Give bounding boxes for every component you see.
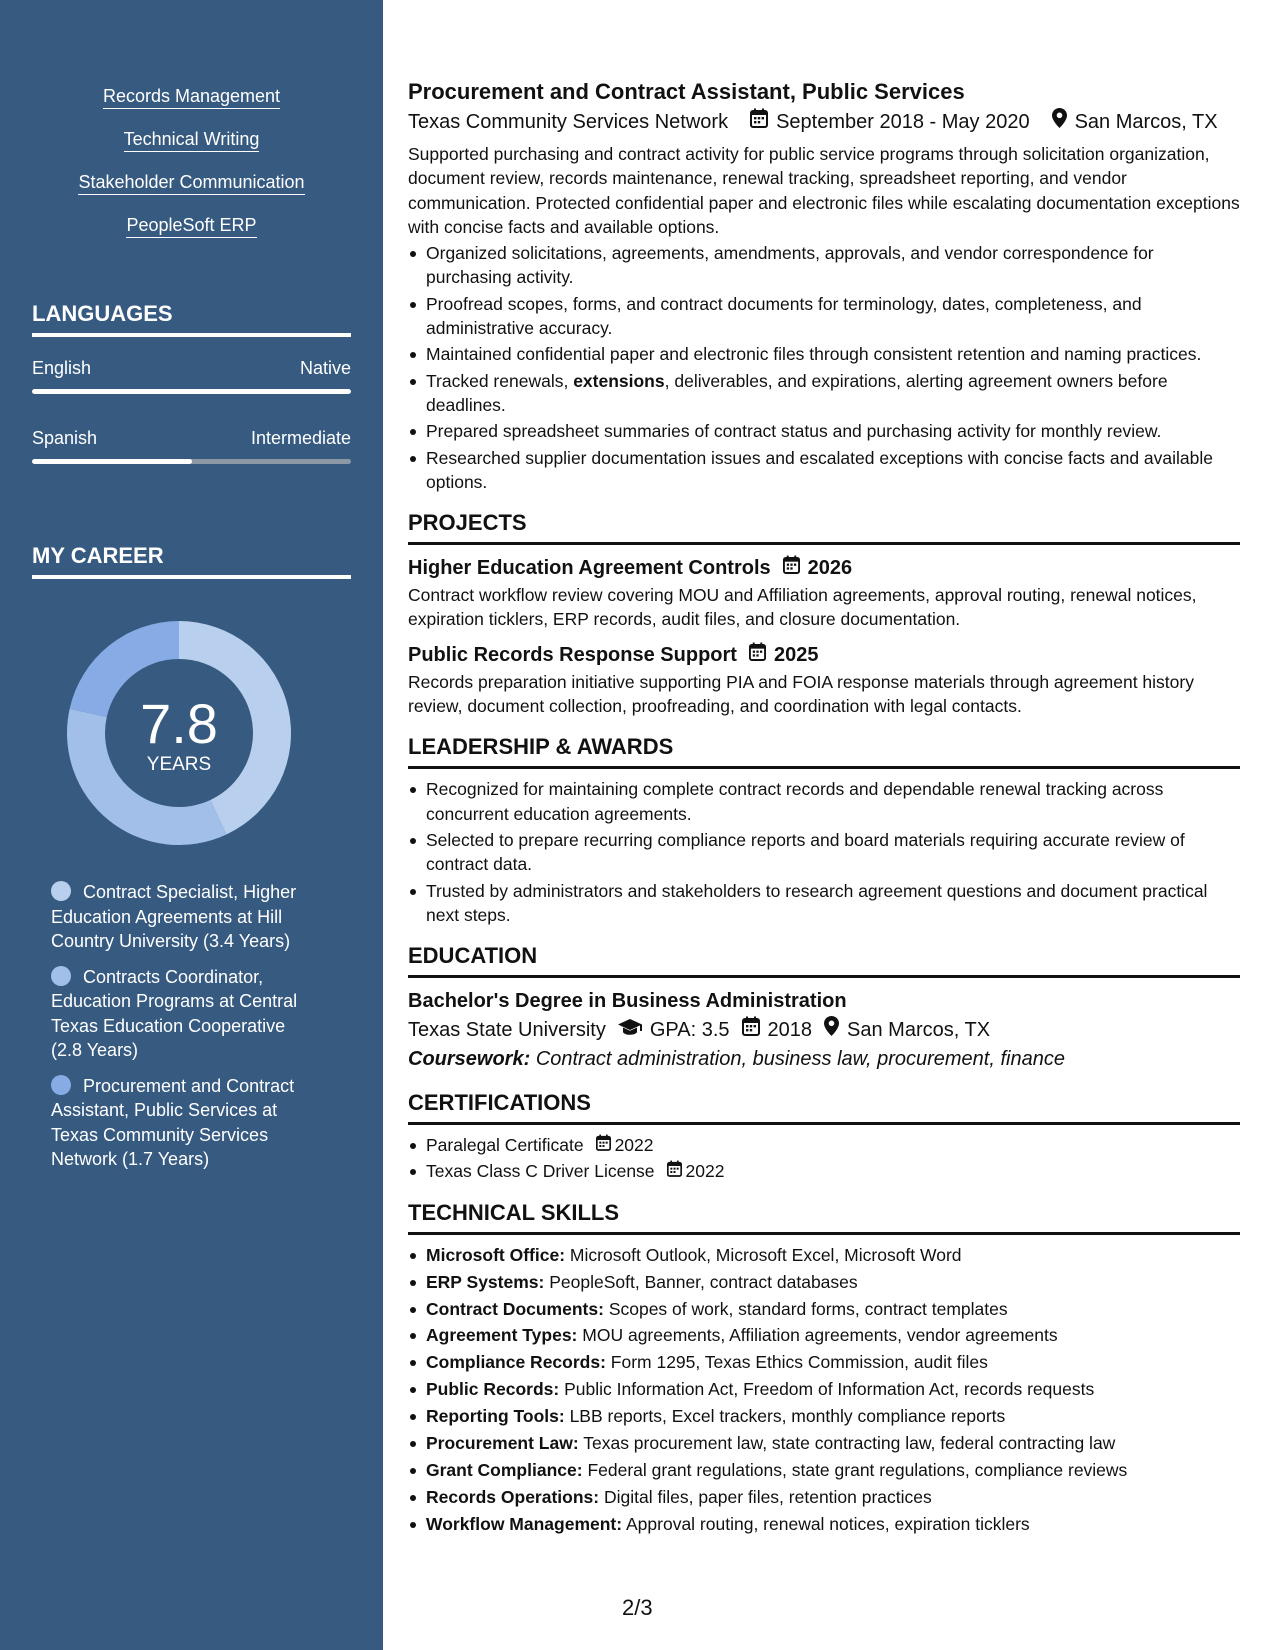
language-name: English [32, 358, 92, 378]
career-item-text: Contract Specialist, Higher Education Agreements at Hill Country University (3.4 Years) [51, 882, 297, 951]
job-dates: September 2018 - May 2020 [776, 111, 1030, 133]
skill-item: Compliance Records: Form 1295, Texas Ethics Commission, audit files [408, 1350, 1240, 1374]
calendar-icon [750, 108, 768, 136]
leadership-bullet: Selected to prepare recurring compliance reports and board materials requiring accurate review of contract data. [408, 828, 1240, 877]
project-title: Public Records Response Support 2025 [408, 640, 1240, 670]
language-name: Spanish [32, 428, 98, 448]
job-bullet: Prepared spreadsheet summaries of contract status and purchasing activity for monthly review. [408, 419, 1240, 443]
leadership-heading: LEADERSHIP & AWARDS [408, 732, 1240, 769]
school-location: San Marcos, TX [847, 1019, 991, 1042]
location-pin-icon [824, 1016, 839, 1044]
education-heading: EDUCATION [408, 941, 1240, 978]
location-pin-icon [1052, 108, 1067, 136]
skill-link[interactable]: Technical Writing [124, 129, 260, 152]
career-item [51, 880, 321, 954]
legend-dot [51, 881, 71, 901]
calendar-icon [596, 1133, 611, 1157]
language-bar [32, 459, 351, 464]
project-title: Higher Education Agreement Controls 2026 [408, 553, 1240, 583]
leadership-bullet: Trusted by administrators and stakeholders to research agreement questions and document practical next steps. [408, 879, 1240, 928]
graduation-year: 2018 [767, 1019, 813, 1042]
job-bullet: Researched supplier documentation issues and escalated exceptions with concise facts and available options. [408, 446, 1240, 495]
skill-item: Reporting Tools: LBB reports, Excel trackers, monthly compliance reports [408, 1404, 1240, 1428]
skill-item: Workflow Management: Approval routing, renewal notices, expiration ticklers [408, 1512, 1240, 1536]
coursework-label: Coursework: [408, 1048, 531, 1071]
language-bar [32, 389, 351, 394]
job-summary: Supported purchasing and contract activity for public service programs through solicitation organization, document review, records maintenance, renewal tracking, spreadsheet reporting, and vendor communication. Protected confidential paper and electronic files while escalating documentation exceptions with concise facts and available options. [408, 144, 1240, 237]
certifications-heading: CERTIFICATIONS [408, 1088, 1240, 1125]
career-item [51, 965, 321, 1063]
education-meta [408, 1016, 1240, 1044]
job-bullet: Tracked renewals, extensions, deliverables, and expirations, alerting agreement owners before deadlines. [408, 369, 1240, 418]
language-row [32, 358, 351, 379]
skill-item: ERP Systems: PeopleSoft, Banner, contract databases [408, 1270, 1240, 1294]
graduation-cap-icon [618, 1016, 642, 1044]
skill-item: Contract Documents: Scopes of work, standard forms, contract templates [408, 1297, 1240, 1321]
career-total-unit: YEARS [146, 754, 212, 775]
certification-item: Paralegal Certificate 2022 [408, 1133, 1240, 1157]
job-bullets [408, 241, 1240, 494]
leadership-bullet: Recognized for maintaining complete contract records and dependable renewal tracking across concurrent education agreements. [408, 777, 1240, 826]
skill-item: Agreement Types: MOU agreements, Affiliation agreements, vendor agreements [408, 1323, 1240, 1347]
career-list [51, 880, 321, 1183]
language-level: Intermediate [250, 428, 351, 448]
skill-item: Grant Compliance: Federal grant regulations, state grant regulations, compliance reviews [408, 1458, 1240, 1482]
calendar-icon [783, 553, 800, 583]
languages-heading: LANGUAGES [32, 300, 351, 337]
language-level: Native [299, 358, 351, 378]
career-total [67, 621, 291, 845]
language-bar-fill [32, 389, 351, 394]
certifications-list [408, 1133, 1240, 1184]
projects-heading: PROJECTS [408, 508, 1240, 545]
project-year: 2026 [807, 557, 853, 580]
gpa: GPA: 3.5 [649, 1019, 730, 1042]
technical-skills-list [408, 1243, 1240, 1536]
certification-year: 2022 [685, 1161, 725, 1182]
technical-skills-heading: TECHNICAL SKILLS [408, 1198, 1240, 1235]
language-bar-fill [32, 459, 192, 464]
page-number: 2/3 [622, 1595, 653, 1620]
coursework [408, 1044, 1240, 1074]
project-year: 2025 [773, 643, 819, 666]
skill-link[interactable]: Records Management [103, 86, 280, 109]
job-location: San Marcos, TX [1074, 111, 1218, 133]
certification-item: Texas Class C Driver License 2022 [408, 1159, 1240, 1183]
skill-item: Procurement Law: Texas procurement law, state contracting law, federal contracting law [408, 1431, 1240, 1455]
school-name: Texas State University [408, 1019, 606, 1042]
main-content [408, 76, 1240, 1539]
career-item [51, 1074, 321, 1172]
project-description: Records preparation initiative supporting PIA and FOIA response materials through agreement history review, document collection, proofreading, and coordination with legal contacts. [408, 671, 1194, 717]
calendar-icon [742, 1016, 760, 1044]
legend-dot [51, 1075, 71, 1095]
skill-link[interactable]: Stakeholder Communication [78, 172, 304, 195]
career-item-text: Procurement and Contract Assistant, Public Services at Texas Community Services Network (1.7 Years) [51, 1075, 295, 1169]
skill-link[interactable]: PeopleSoft ERP [126, 215, 256, 238]
calendar-icon [667, 1159, 682, 1183]
project-description: Contract workflow review covering MOU and Affiliation agreements, approval routing, renewal notices, expiration ticklers, ERP records, audit files, and closure documentation. [408, 585, 1197, 630]
career-total-value: 7.8 [140, 692, 218, 755]
job-title: Procurement and Contract Assistant, Public Services [408, 79, 965, 104]
certification-year: 2022 [614, 1135, 654, 1156]
job-meta [408, 108, 1240, 136]
coursework-text: Contract administration, business law, procurement, finance [535, 1048, 1065, 1071]
career-heading: MY CAREER [32, 542, 351, 579]
skill-item: Records Operations: Digital files, paper files, retention practices [408, 1485, 1240, 1509]
calendar-icon [749, 640, 766, 670]
legend-dot [51, 966, 71, 986]
degree-title: Bachelor's Degree in Business Administration [408, 990, 847, 1013]
job-bullet: Maintained confidential paper and electronic files through consistent retention and naming practices. [408, 342, 1240, 366]
career-item-text: Contracts Coordinator, Education Programs at Central Texas Education Cooperative (2.8 Years) [51, 966, 298, 1060]
language-row [32, 428, 351, 449]
skill-item: Public Records: Public Information Act, Freedom of Information Act, records requests [408, 1377, 1240, 1401]
company-name: Texas Community Services Network [408, 111, 729, 133]
job-bullet: Organized solicitations, agreements, amendments, approvals, and vendor correspondence for purchasing activity. [408, 241, 1240, 290]
sidebar [0, 0, 383, 1650]
job-bullet: Proofread scopes, forms, and contract documents for terminology, dates, completeness, and administrative accuracy. [408, 292, 1240, 341]
skill-item: Microsoft Office: Microsoft Outlook, Microsoft Excel, Microsoft Word [408, 1243, 1240, 1267]
skill-links [0, 86, 383, 258]
leadership-bullets [408, 777, 1240, 927]
